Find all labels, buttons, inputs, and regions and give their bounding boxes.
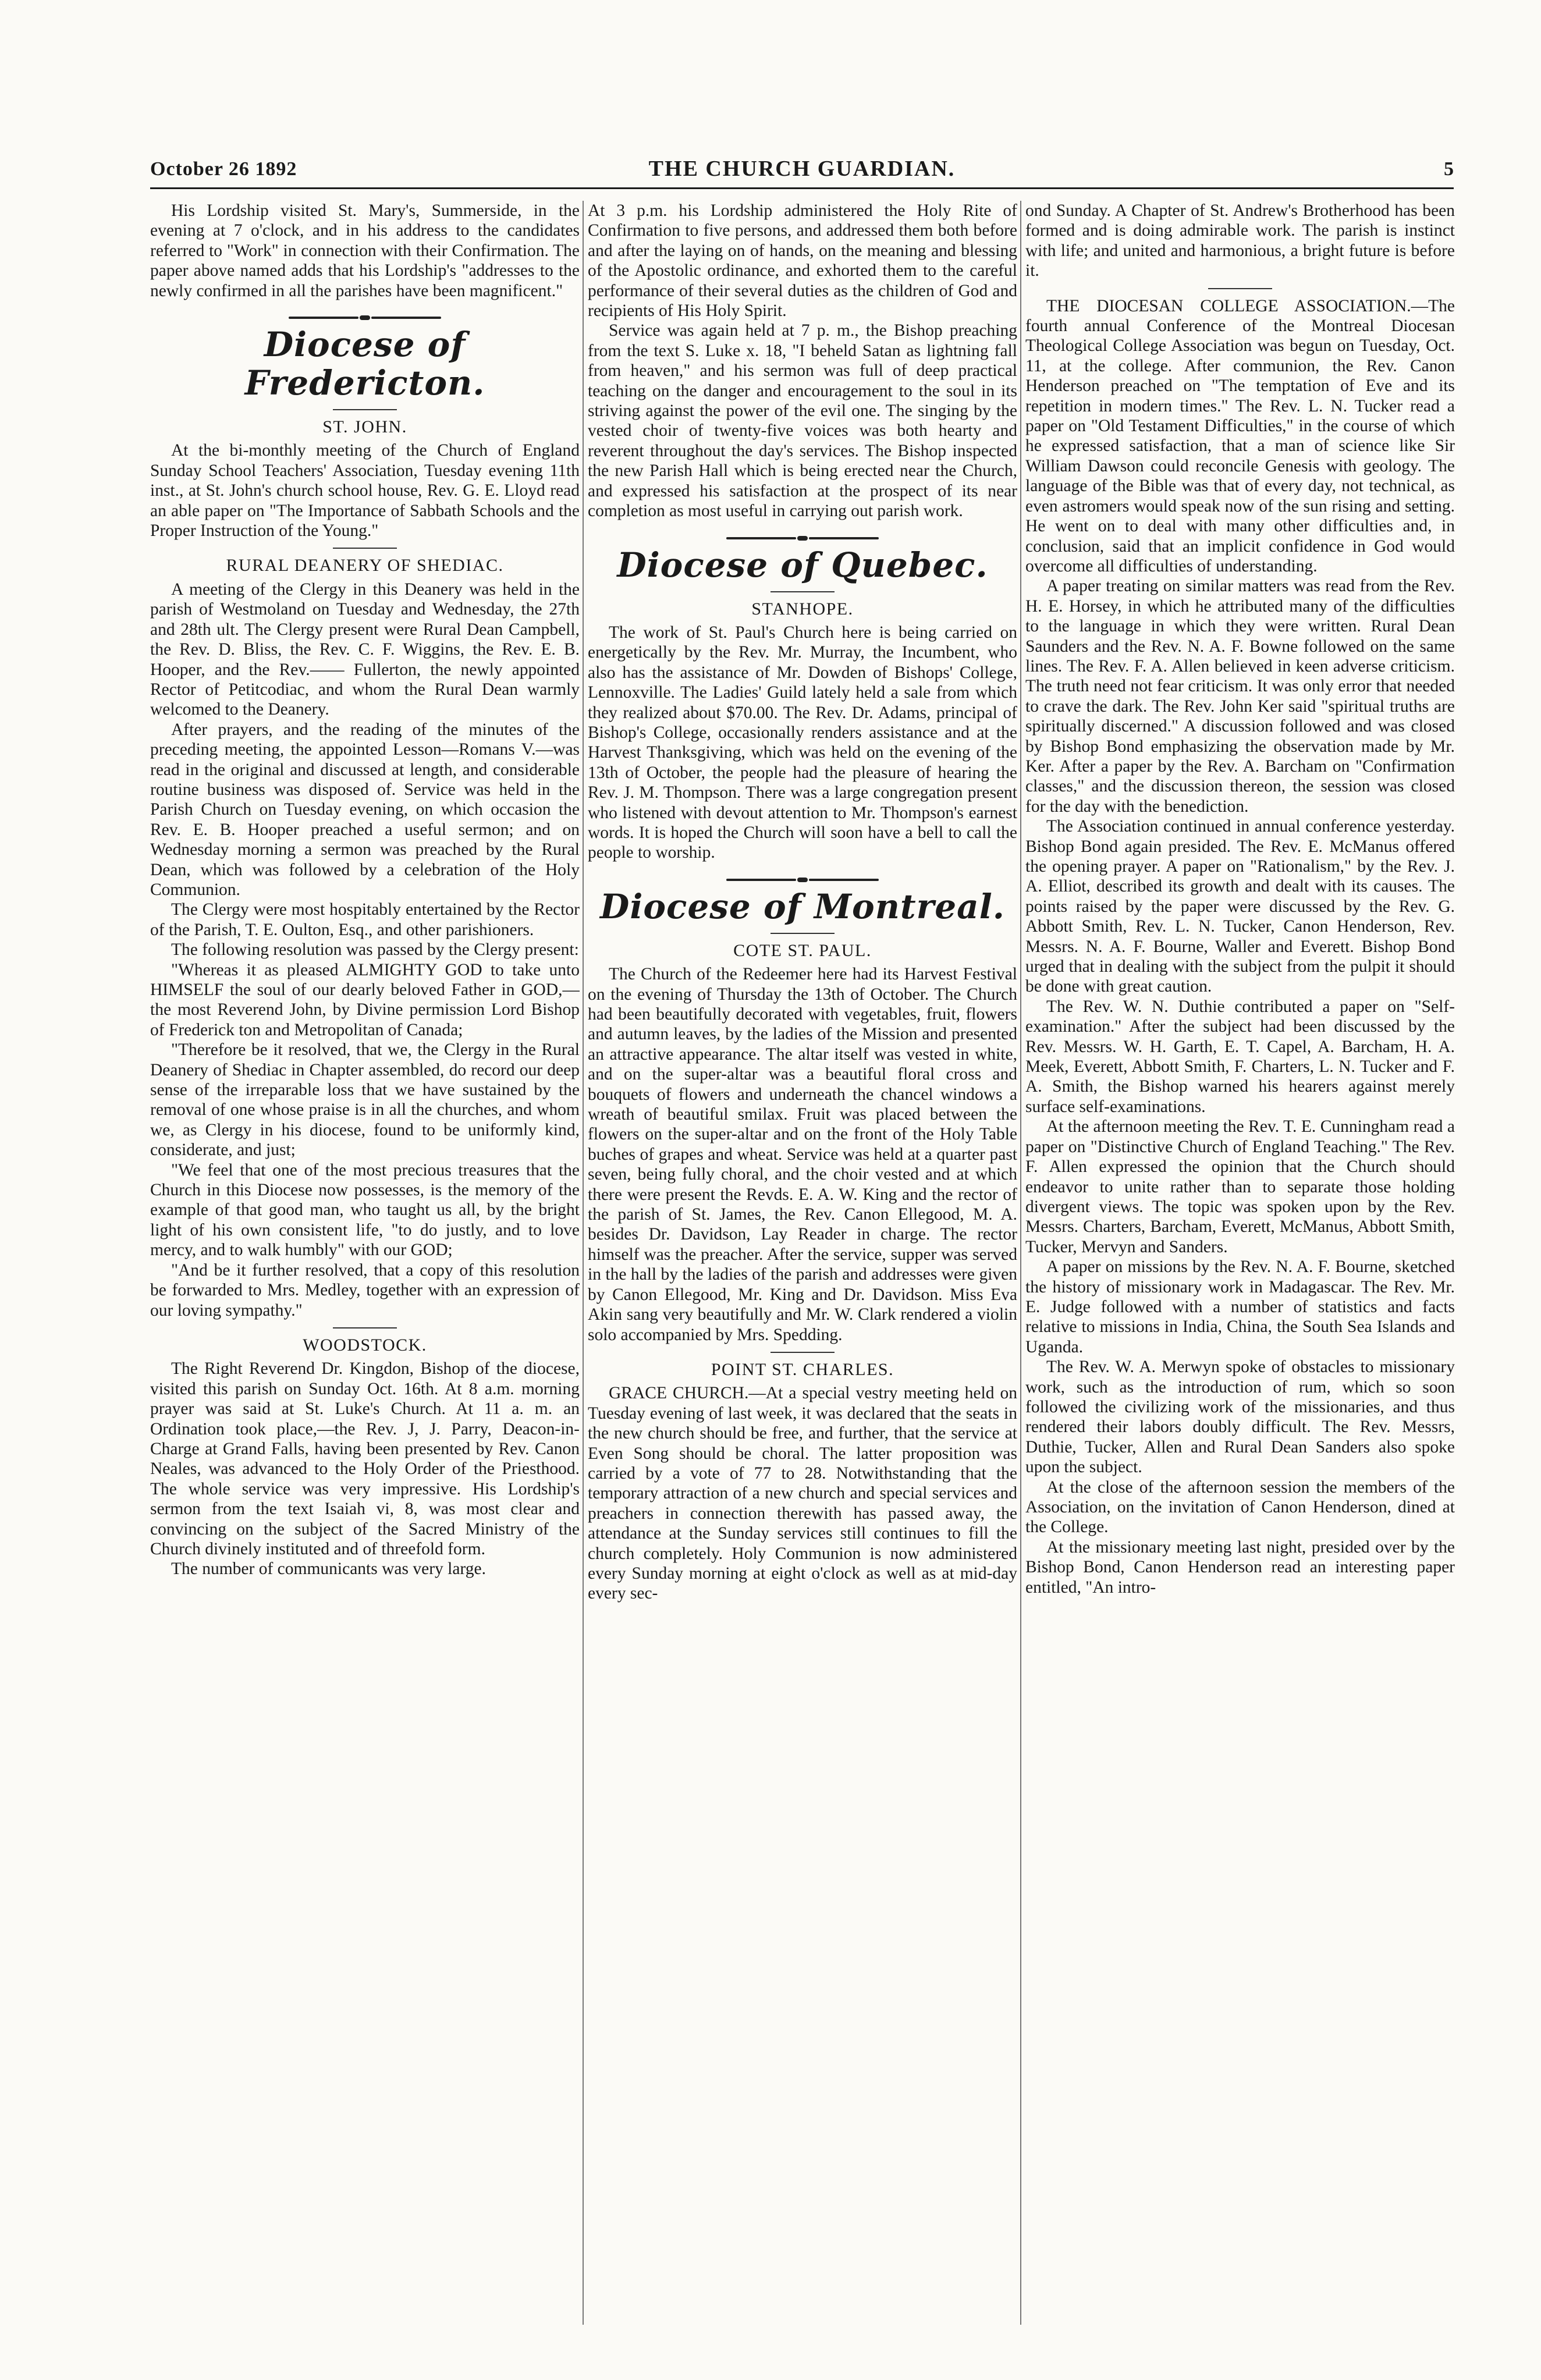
header-rule xyxy=(150,187,1454,189)
ornament-divider xyxy=(588,527,1017,535)
column-1 xyxy=(150,201,580,2354)
article-paragraph: At the bi-monthly meeting of the Church of England Sunday School Teachers' Association, Tuesday evening 11th inst., at St. John's church school house, Rev. G. E. Lloyd read an able paper on "The Importance of Sabbath Schools and the Proper Instruction of the Young." xyxy=(150,441,580,541)
section-title: WOODSTOCK. xyxy=(303,1335,427,1355)
article-paragraph: "And be it further resolved, that a copy of this resolution be forwarded to Mrs. Medley, together with an expression of our loving sympathy." xyxy=(150,1260,580,1320)
article-paragraph: "Whereas it as pleased ALMIGHTY GOD to take unto HIMSELF the soul of our dearly beloved Father in GOD,—the most Reverend John, by Divine permission Lord Bishop of Frederick ton and Metropolitan of Canada; xyxy=(150,960,580,1039)
masthead: THE CHURCH GUARDIAN. xyxy=(648,157,956,181)
article-paragraph: His Lordship visited St. Mary's, Summerside, in the evening at 7 o'clock, and in his address to the candidates referred to "Work" in connection with their Confirmation. The paper above named adds that his Lordship's "addresses to the newly confirmed in all the parishes have been magnificent." xyxy=(150,201,580,300)
page-header xyxy=(150,156,1454,185)
article-paragraph: The Association continued in annual conference yesterday. Bishop Bond again presided. The Rev. E. McManus offered the opening prayer. A paper on "Rationalism," by the Rev. J. A. Elliot, described its growth and dealt with its causes. The points raised by the paper were discussed by the Rev. G. Abbott Smith, Rev. L. N. Tucker, Canon Henderson, Rev. Messrs. N. A. F. Bourne, Waller and Everett. Bishop Bond urged that in dealing with the subject from the pulpit it should be done with great caution. xyxy=(1025,817,1455,996)
short-rule xyxy=(770,591,835,592)
short-rule xyxy=(1208,288,1272,289)
article-paragraph: At the afternoon meeting the Rev. T. E. Cunningham read a paper on "Distinctive Church of England Teaching." The Rev. F. Allen expressed the opinion that the Church should endeavor to unite rather than to separate those holding divergent views. The topic was spoken upon by the Rev. Messrs. Charters, Barcham, Everett, McManus, Abbott Smith, Tucker, Mervyn and Sanders. xyxy=(1025,1117,1455,1256)
article-paragraph: A paper on missions by the Rev. N. A. F. Bourne, sketched the history of missionary work in Madagascar. The Rev. Mr. E. Judge followed with a number of statistics and facts relative to missions in India, China, the South Sea Islands and Uganda. xyxy=(1025,1258,1455,1356)
page-number: 5 xyxy=(1444,158,1454,180)
section-title: ST. JOHN. xyxy=(322,417,407,437)
article-paragraph: A meeting of the Clergy in this Deanery was held in the parish of Westmoland on Tuesday and Wednesday, the 27th and 28th ult. The Clergy present were Rural Dean Campbell, the Rev. D. Bliss, the Rev. C. F. Wiggins, the Rev. E. B. Hooper, and the Rev.—— Fullerton, the newly appointed Rector of Petitcodiac, and whom the Rural Dean warmly welcomed to the Deanery. xyxy=(150,580,580,719)
short-rule xyxy=(333,548,397,549)
short-rule xyxy=(333,409,397,410)
section-title: COTE ST. PAUL. xyxy=(733,940,872,960)
article-paragraph: At 3 p.m. his Lordship administered the Holy Rite of Confirmation to five persons, and addressed them both before and after the laying on of hands, on the meaning and blessing of the Apostolic ordinance, and exhorted them to the careful performance of their several duties as the children of God and recipients of His Holy Spirit. xyxy=(588,201,1017,321)
article-paragraph: The work of St. Paul's Church here is being carried on energetically by the Rev. Mr. Murray, the Incumbent, who also has the assistance of Mr. Dowden of Bishops' College, Lennoxville. The Ladies' Guild lately held a sale from which they realized about $70.00. The Rev. Dr. Adams, principal of Bishop's College, occasionally renders assistance and at the Harvest Thanksgiving, which was held on the evening of the 13th of October, the people had the pleasure of hearing the Rev. J. M. Thompson. There was a large congregation present who listened with devout attention to Mr. Thompson's earnest words. It is hoped the Church will soon have a bell to call the people to worship. xyxy=(588,623,1017,862)
article-paragraph: A paper treating on similar matters was read from the Rev. H. E. Horsey, in which he attributed many of the difficulties to the language in which they were written. Rural Dean Saunders and the Rev. N. A. F. Bowne followed on the same lines. The Rev. F. A. Allen believed in keen adverse criticism. The truth need not fear criticism. It was only error that needed to crave the dark. The Rev. John Ker said "spiritual truths are spiritually discerned." A discussion followed and was closed by Bishop Bond emphasizing the observation made by Mr. Ker. After a paper by the Rev. A. Barcham on "Confirmation classes," and the discussion thereon, the session was closed for the day with the benediction. xyxy=(1025,577,1455,816)
article-paragraph: The number of communicants was very large. xyxy=(171,1560,486,1579)
ornament-divider xyxy=(150,307,580,315)
short-rule xyxy=(770,933,835,934)
article-paragraph: After prayers, and the reading of the minutes of the preceding meeting, the appointed Lesson—Romans V.—was read in the original and discussed at length, and considerable routine business was disposed of. Service was held in the Parish Church on Tuesday evening, on which occasion the Rev. E. B. Hooper preached a useful sermon; and on Wednesday morning a sermon was preached by the Rural Dean, which was followed by a celebration of the Holy Communion. xyxy=(150,720,580,899)
column-divider xyxy=(583,201,584,2325)
article-paragraph: The Right Reverend Dr. Kingdon, Bishop of the diocese, visited this parish on Sunday Oct. 16th. At 8 a.m. morning prayer was said at St. Luke's Church. At 11 a. m. an Ordination took place,—the Rev. J, J. Parry, Deacon-in-Charge at Grand Falls, having been presented by Rev. Canon Neales, was advanced to the Holy Order of the Priesthood. The whole service was very impressive. His Lordship's sermon from the text Isaiah vi, 8, was most clear and convincing on the subject of the Sacred Ministry of the Church divinely instituted and of threefold form. xyxy=(150,1359,580,1558)
section-title: STANHOPE. xyxy=(751,599,854,619)
article-paragraph: The Rev. W. A. Merwyn spoke of obstacles to missionary work, such as the introduction of rum, which so soon followed the civilizing work of the missionaries, and thus rendered their labors doubly difficult. The Rev. Messrs, Duthie, Tucker, Allen and Rural Dean Sanders also spoke upon the subject. xyxy=(1025,1358,1455,1477)
article-paragraph: Service was again held at 7 p. m., the Bishop preaching from the text S. Luke x. 18, "I beheld Satan as lightning fall from heaven," and his sermon was full of deep practical teaching on the danger and encouragement to the soul in its striving against the power of the evil one. The singing by the vested choir of twenty-five voices was both hearty and reverent throughout the day's services. The Bishop inspected the new Parish Hall which is being erected near the Church, and expressed his satisfaction at the prospect of its near completion as most useful in carrying out parish work. xyxy=(588,321,1017,521)
issue-date: October 26 1892 xyxy=(150,158,297,180)
diocese-heading: Diocese of Quebec. xyxy=(617,545,988,585)
article-paragraph: "We feel that one of the most precious treasures that the Church in this Diocese now possesses, is the memory of the example of that good man, who taught us all, by the bright light of his own consistent life, "to do justly, and to love mercy, and to walk humbly" with our GOD; xyxy=(150,1160,580,1260)
section-title: RURAL DEANERY OF SHEDIAC. xyxy=(226,556,504,576)
column-2 xyxy=(588,201,1017,2354)
column-3 xyxy=(1025,201,1455,2354)
short-rule xyxy=(333,1327,397,1328)
section-title: POINT ST. CHARLES. xyxy=(711,1359,894,1379)
article-paragraph: The Rev. W. N. Duthie contributed a paper on "Self-examination." After the subject had been discussed by the Rev. Messrs. W. H. Garth, E. T. Capel, A. Barcham, H. A. Meek, Everett, Abbott Smith, F. Charters, L. N. Tucker and F. A. Smith, the Bishop warned his hearers against merely surface self-examinations. xyxy=(1025,997,1455,1116)
article-paragraph: THE DIOCESAN COLLEGE ASSOCIATION.—The fourth annual Conference of the Montreal Diocesan Theological College Association was begun on Tuesday, Oct. 11, at the college. After communion, the Rev. Canon Henderson preached on "The temptation of Eve and its repetition in modern times." The Rev. L. N. Tucker read a paper on "Old Testament Difficulties," in the course of which he expressed satisfaction, that a man of science like Sir William Dawson could reconcile Genesis with geology. The language of the Bible was that of every day, not technical, as even astromers would speak now of the sun rising and setting. He went on to deal with many other difficulties and, in conclusion, said that an implicit confidence in God would overcome all difficulties of understanding. xyxy=(1025,296,1455,576)
column-divider xyxy=(1020,201,1021,2325)
diocese-heading: Diocese of Fredericton. xyxy=(244,325,485,403)
article-paragraph: The following resolution was passed by the Clergy present: xyxy=(171,940,579,960)
article-paragraph: "Therefore be it resolved, that we, the Clergy in the Rural Deanery of Shediac in Chapter assembled, do record our deep sense of the irreparable loss that we have sustained by the removal of one whose praise is in all the churches, and whom we, as Clergy in his diocese, found to be uniformly kind, considerate, and just; xyxy=(150,1040,580,1160)
article-paragraph: GRACE CHURCH.—At a special vestry meeting held on Tuesday evening of last week, it was declared that the seats in the new church should be free, and further, that the service at Even Song should be choral. The latter proposition was carried by a vote of 77 to 28. Notwithstanding that the temporary attraction of a new church and special services and preachers in connection therewith has passed away, the attendance at the Sunday services still continues to fill the church completely. Holy Communion is now administered every Sunday morning at eight o'clock as well as at mid-day every sec- xyxy=(588,1384,1017,1603)
ornament-divider xyxy=(588,869,1017,877)
article-paragraph: At the close of the afternoon session the members of the Association, on the invitation of Canon Henderson, dined at the College. xyxy=(1025,1477,1455,1537)
article-paragraph: At the missionary meeting last night, presided over by the Bishop Bond, Canon Henderson read an interesting paper entitled, "An intro- xyxy=(1025,1537,1455,1597)
article-paragraph: The Church of the Redeemer here had its Harvest Festival on the evening of Thursday the 13th of October. The Church had been beautifully decorated with vegetables, fruit, flowers and autumn leaves, by the ladies of the Mission and presented an attractive appearance. The altar itself was vested in white, and on the super-altar was a beautiful floral cross and bouquets of flowers and underneath the chancel windows a wreath of beautiful smilax. Fruit was placed between the flowers on the super-altar and on the front of the Holy Table buches of grapes and wheat. Service was held at a quarter past seven, being fully choral, and the choir vested and at which there were present the Revds. E. A. W. King and the rector of the parish of St. James, the Rev. Canon Ellegood, M. A. besides Dr. Davidson, Lay Reader in charge. The rector himself was the preacher. After the service, supper was served in the hall by the ladies of the parish and addresses were given by Canon Ellegood, Mr. King and Dr. Davidson. Miss Eva Akin sang very beautifully and Mr. W. Clark rendered a violin solo accompanied by Mrs. Spedding. xyxy=(588,965,1017,1344)
short-rule xyxy=(770,1352,835,1353)
article-paragraph: The Clergy were most hospitably entertained by the Rector of the Parish, T. E. Oulton, Esq., and other parishioners. xyxy=(150,900,580,939)
diocese-heading: Diocese of Montreal. xyxy=(600,886,1005,926)
article-paragraph: ond Sunday. A Chapter of St. Andrew's Brotherhood has been formed and is doing admirable work. The parish is instinct with life; and united and harmonious, a bright future is before it. xyxy=(1025,201,1455,280)
